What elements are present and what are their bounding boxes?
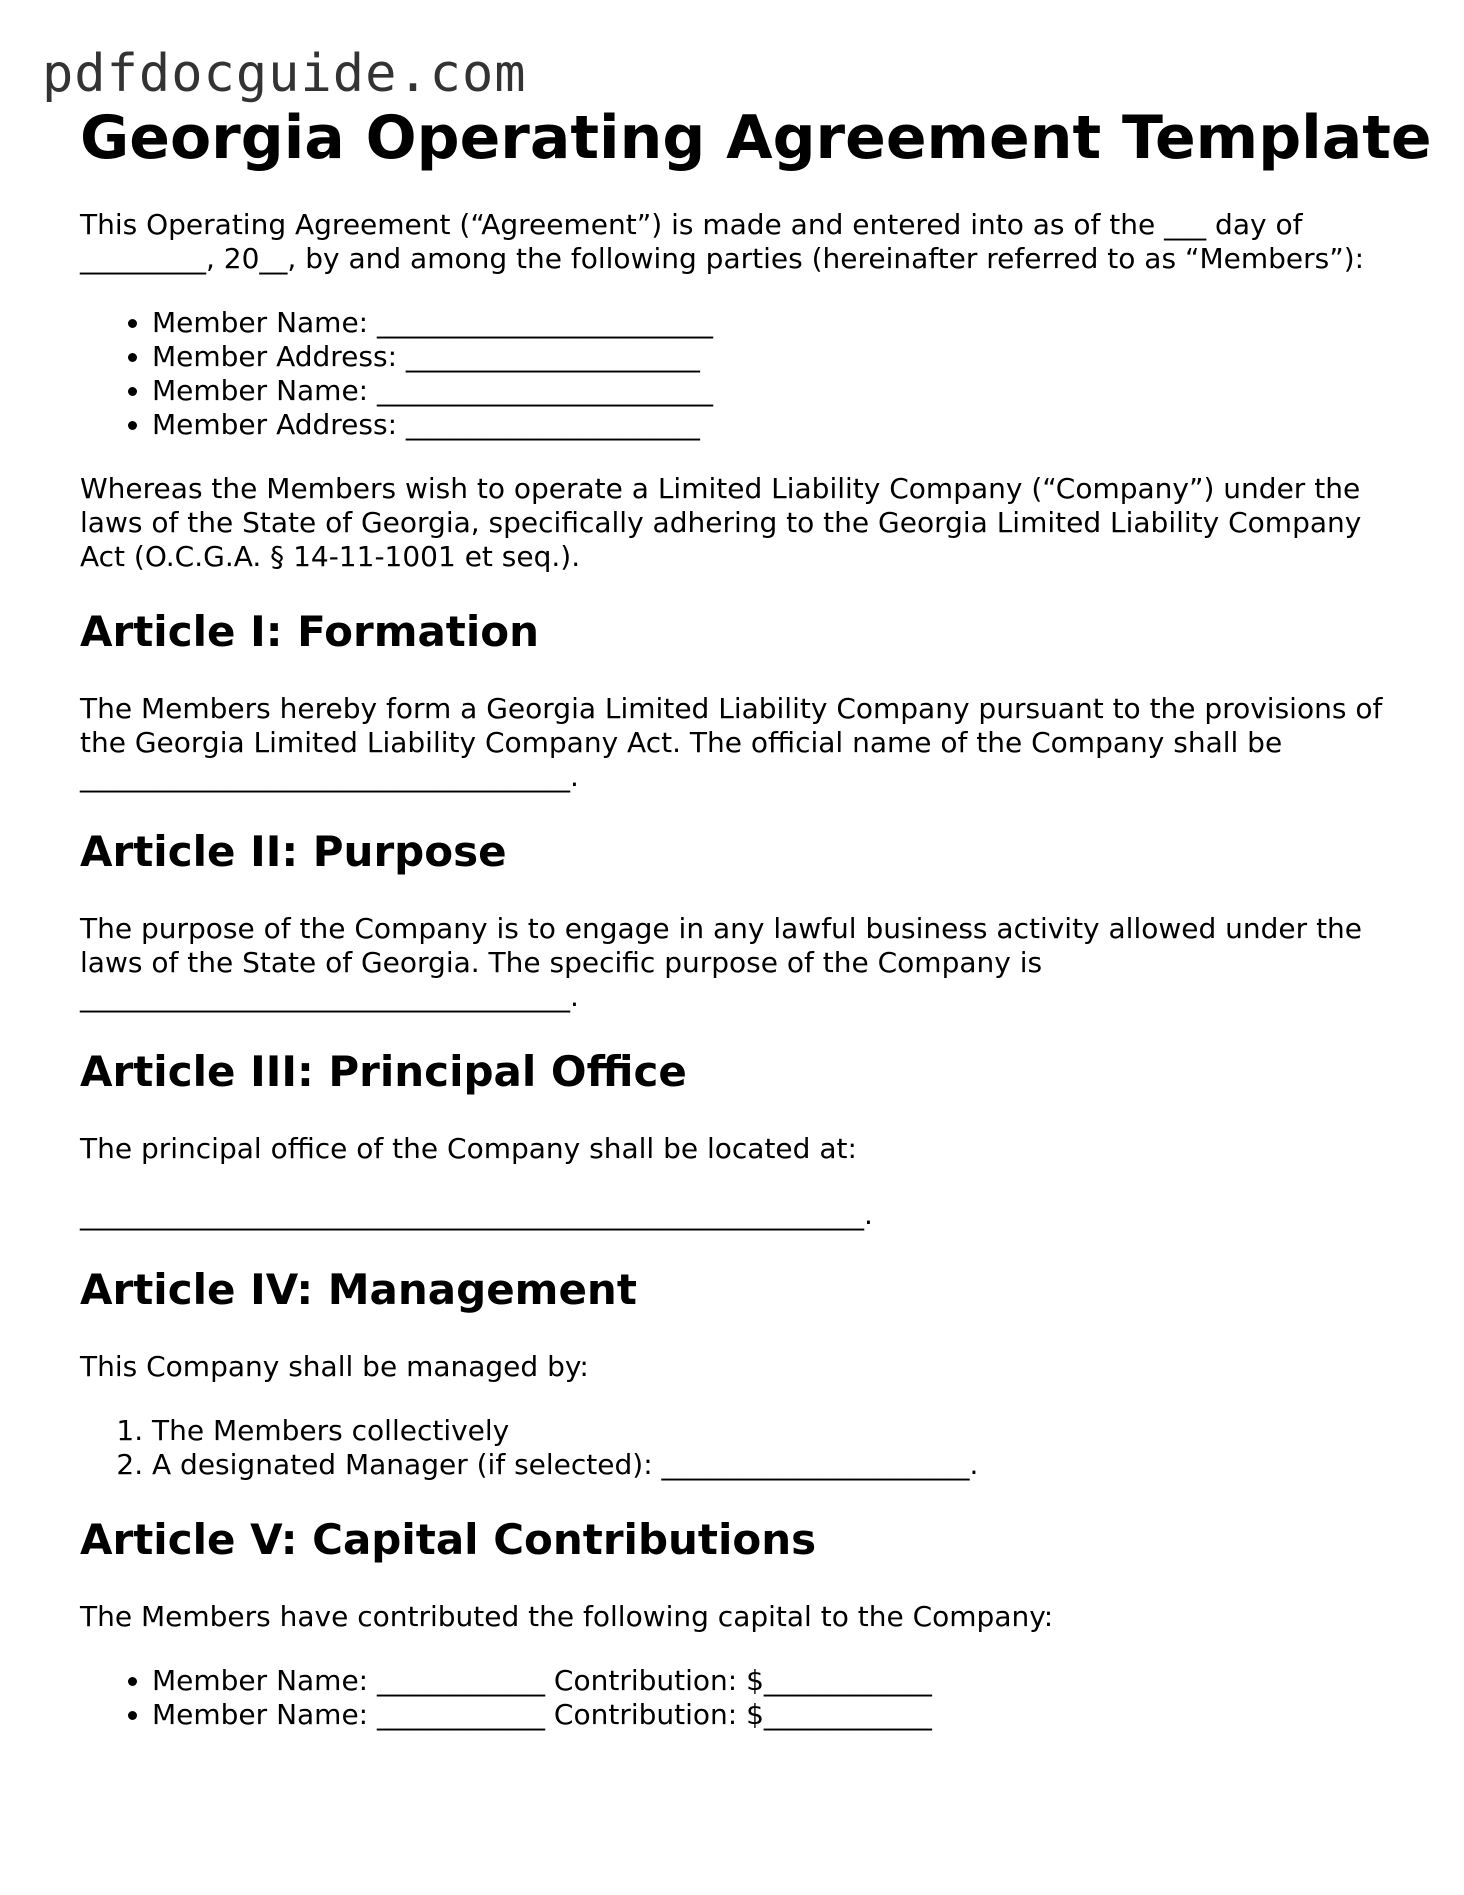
list-item: 2. A designated Manager (if selected): ______________________. <box>152 1448 1410 1482</box>
article-body: The Members hereby form a Georgia Limited Liability Company pursuant to the provisions of the Georgia Limited Liability Company Act. The official name of the Company shall be ___________________________________. <box>80 692 1383 793</box>
management-options <box>80 1414 1410 1482</box>
list-item: • Member Name: ________________________ <box>152 306 1410 340</box>
member-list <box>80 306 1410 442</box>
list-item: • Member Name: ________________________ <box>152 374 1410 408</box>
intro-paragraph: This Operating Agreement (“Agreement”) is made and entered into as of the ___ day of _________, 20__, by and among the following parties (hereinafter referred to as “Members”): <box>80 208 1365 275</box>
contribution-list <box>80 1664 1410 1732</box>
address-blank: ________________________________________________________. <box>80 1198 873 1231</box>
list-item: • Member Name: ____________ Contribution: $____________ <box>152 1698 1410 1732</box>
article-heading: Article III: Principal Office <box>80 1047 687 1096</box>
article-heading: Article I: Formation <box>80 607 540 656</box>
list-item: 1. The Members collectively <box>152 1414 1410 1448</box>
list-item: • Member Address: _____________________ <box>152 408 1410 442</box>
article-heading: Article II: Purpose <box>80 827 507 876</box>
article-capital-contributions <box>80 1512 1410 1732</box>
article-formation <box>80 604 1410 794</box>
document-title: Georgia Operating Agreement Template <box>80 103 1432 173</box>
article-principal-office <box>80 1044 1410 1232</box>
whereas-paragraph: Whereas the Members wish to operate a Limited Liability Company (“Company”) under the laws of the State of Georgia, specifically adhering to the Georgia Limited Liability Company Act (O.C.G.A. § 14-11-1001 et seq.). <box>80 472 1362 573</box>
article-purpose <box>80 824 1410 1014</box>
list-item: • Member Address: _____________________ <box>152 340 1410 374</box>
list-item: • Member Name: ____________ Contribution: $____________ <box>152 1664 1410 1698</box>
article-body: The Members have contributed the following capital to the Company: <box>80 1600 1054 1633</box>
article-management <box>80 1262 1410 1482</box>
article-heading: Article IV: Management <box>80 1265 637 1314</box>
watermark: pdfdocguide.com <box>42 44 527 104</box>
document-body <box>80 98 1432 1732</box>
article-heading: Article V: Capital Contributions <box>80 1515 817 1564</box>
article-body: The principal office of the Company shall be located at: <box>80 1132 857 1165</box>
article-body: The purpose of the Company is to engage in any lawful business activity allowed under the laws of the State of Georgia. The specific purpose of the Company is ___________________________________. <box>80 912 1363 1013</box>
article-body: This Company shall be managed by: <box>80 1350 589 1383</box>
